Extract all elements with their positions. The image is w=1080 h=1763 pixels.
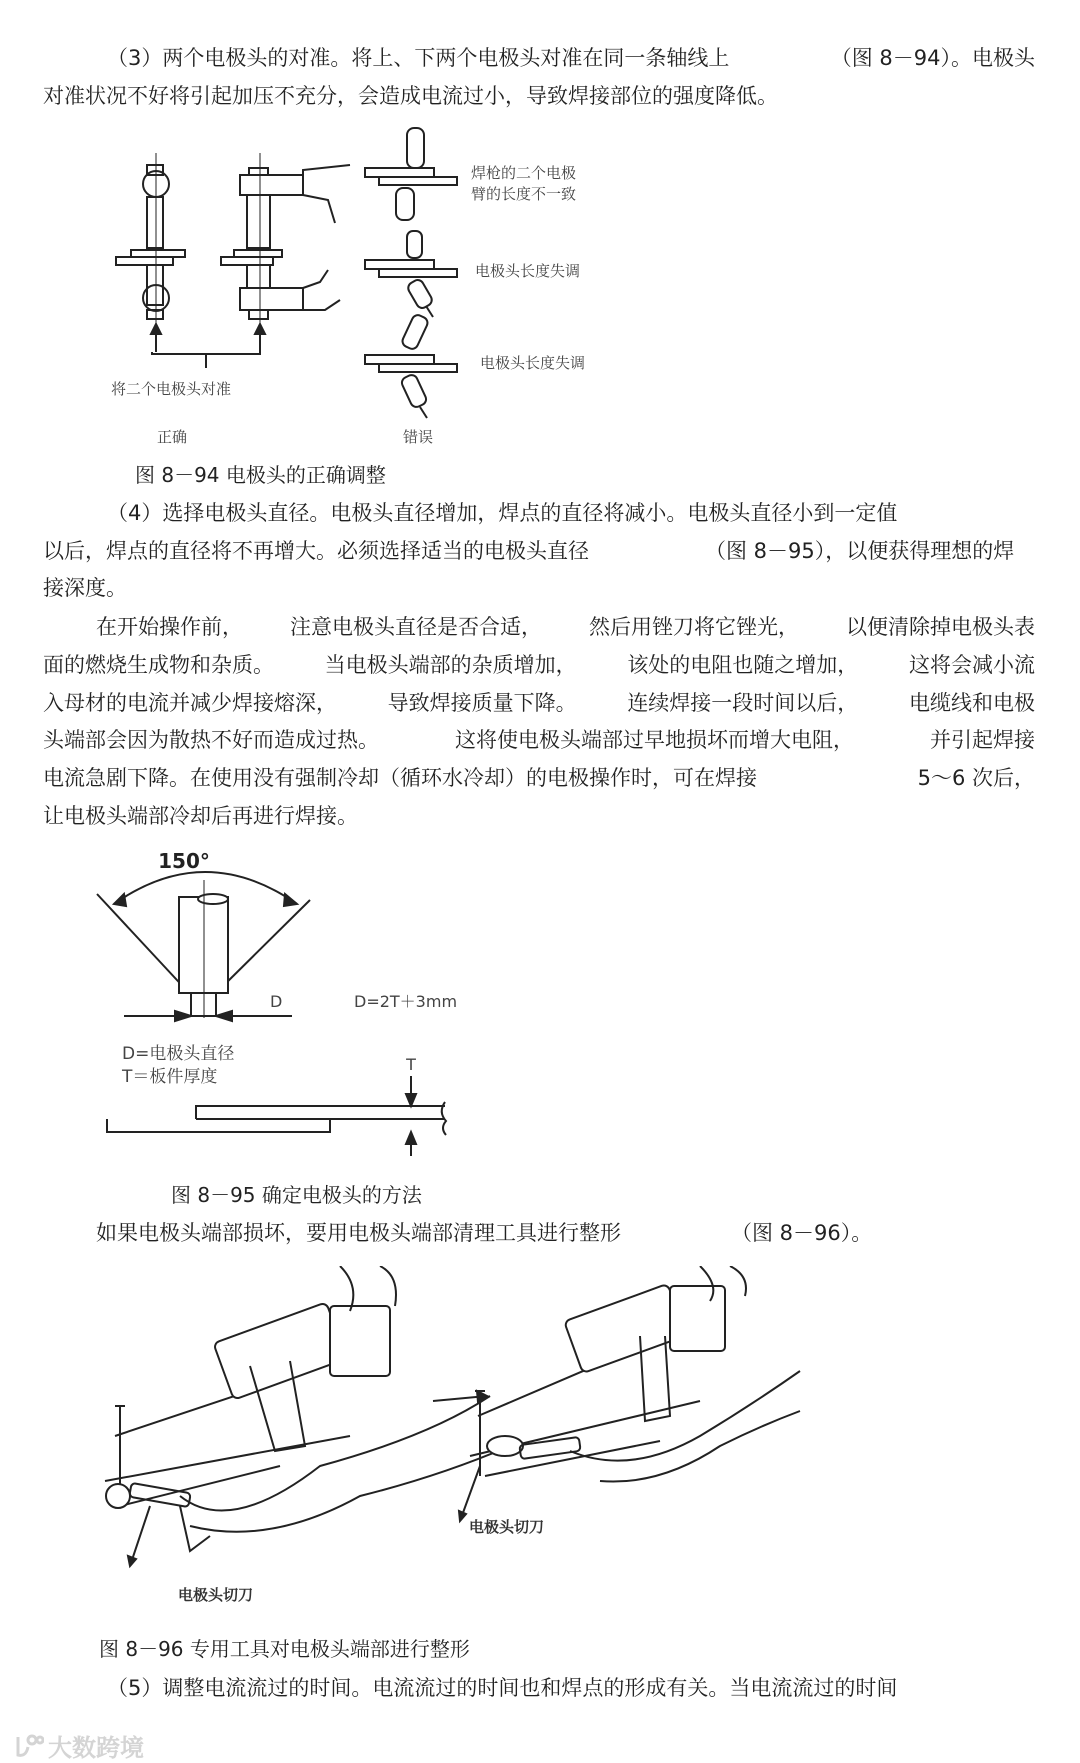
para5-line4 — [43, 725, 1035, 755]
text-segment: 该处的电阻也随之增加， — [627, 653, 859, 677]
text-segment: 导致焊接质量下降。 — [387, 691, 577, 715]
figure-8-95 — [80, 840, 480, 1170]
label-cutter-left: 电极头切刀 — [178, 1586, 254, 1604]
left-tool-illustration — [105, 1266, 510, 1566]
para6-line — [96, 1218, 876, 1248]
text-segment: （图 8－95），以便获得理想的焊 — [705, 539, 1015, 563]
text-segment: 这将会减小流 — [908, 653, 1035, 677]
text-segment: 如果电极头端部损坏，要用电极头端部清理工具进行整形 — [96, 1221, 621, 1245]
transition-arrow — [433, 1391, 487, 1402]
text-segment: 并引起焊接 — [930, 728, 1035, 752]
label-wrong: 错误 — [403, 428, 434, 446]
figure-8-95-caption: 图 8－95 确定电极头的方法 — [171, 1183, 422, 1207]
figure-8-94 — [90, 120, 630, 450]
text-segment: 以后，焊点的直径将不再增大。必须选择适当的电极头直径 — [43, 539, 589, 563]
text-segment: 以便清除掉电极头表 — [846, 615, 1035, 639]
alignment-bracket — [152, 352, 260, 368]
para5-line3 — [43, 688, 1035, 718]
text-segment: 电流急剧下降。在使用没有强制冷却（循环水冷却）的电极操作时，可在焊接 — [43, 766, 757, 790]
text-segment: （3）两个电极头的对准。将上、下两个电极头对准在同一条轴线上 — [107, 46, 730, 70]
para4-line2 — [43, 536, 1035, 566]
right-tool-illustration — [459, 1266, 800, 1521]
text-segment: 然后用锉刀将它锉光， — [589, 615, 799, 639]
wrong-case-1 — [365, 128, 457, 220]
watermark — [14, 1728, 144, 1763]
figure-8-96 — [100, 1266, 810, 1611]
para5-line1 — [96, 612, 1035, 642]
upper-plate — [196, 1106, 445, 1119]
label-tip-misaligned-1: 电极头长度失调 — [475, 262, 581, 280]
label-align: 将二个电极头对准 — [111, 380, 232, 398]
legend-d: D=电极头直径 — [122, 1044, 235, 1064]
wrong-case-3 — [365, 313, 457, 418]
para4-line3: 接深度。 — [43, 576, 127, 600]
label-arm-length-2: 臂的长度不一致 — [471, 185, 577, 203]
para5-line5 — [43, 763, 1035, 793]
para5-line6: 让电极头端部冷却后再进行焊接。 — [43, 804, 358, 828]
formula: D=2T＋3mm — [354, 992, 458, 1011]
correct-electrode-left — [116, 153, 185, 352]
text-segment: （图 8－96）。 — [731, 1221, 873, 1245]
text-segment: 当电极头端部的杂质增加， — [324, 653, 577, 677]
para3-line2: 对准状况不好将引起加压不充分，会造成电流过小，导致焊接部位的强度降低。 — [43, 84, 778, 108]
label-correct: 正确 — [157, 428, 188, 446]
para7-line: （5）调整电流流过的时间。电流流过的时间也和焊点的形成有关。当电流流过的时间 — [107, 1676, 898, 1700]
para4-line1: （4）选择电极头直径。电极头直径增加，焊点的直径将减小。电极头直径小到一定值 — [107, 501, 898, 525]
text-segment: 5～6 次后， — [917, 766, 1035, 790]
label-arm-length-1: 焊枪的二个电极 — [471, 164, 577, 182]
para3-line1 — [107, 43, 1035, 73]
text-segment: 入母材的电流并减少焊接熔深， — [43, 691, 337, 715]
wrong-case-2 — [365, 231, 457, 317]
text-segment: 电缆线和电极 — [908, 691, 1035, 715]
legend-t: T＝板件厚度 — [122, 1067, 218, 1087]
label-tip-misaligned-2: 电极头长度失调 — [480, 354, 586, 372]
text-segment: 在开始操作前， — [96, 615, 243, 639]
correct-electrode-middle — [221, 153, 350, 352]
watermark-text: 大数跨境 — [48, 1734, 144, 1762]
text-segment: 连续焊接一段时间以后， — [627, 691, 859, 715]
figure-8-94-caption: 图 8－94 电极头的正确调整 — [135, 463, 386, 487]
para5-line2 — [43, 650, 1035, 680]
angle-label: 150° — [158, 849, 210, 873]
text-segment: （图 8－94）。电极头 — [830, 46, 1035, 70]
watermark-logo-icon — [14, 1733, 44, 1759]
figure-8-96-caption: 图 8－96 专用工具对电极头端部进行整形 — [99, 1637, 470, 1661]
text-segment: 头端部会因为散热不好而造成过热。 — [43, 728, 379, 752]
lower-plate — [107, 1119, 330, 1132]
label-cutter-right: 电极头切刀 — [469, 1518, 545, 1536]
d-label: D — [270, 992, 283, 1011]
text-segment: 这将使电极头端部过早地损坏而增大电阻， — [455, 728, 854, 752]
text-segment: 注意电极头直径是否合适， — [290, 615, 542, 639]
t-label: T — [406, 1055, 416, 1074]
text-segment: 面的燃烧生成物和杂质。 — [43, 653, 274, 677]
